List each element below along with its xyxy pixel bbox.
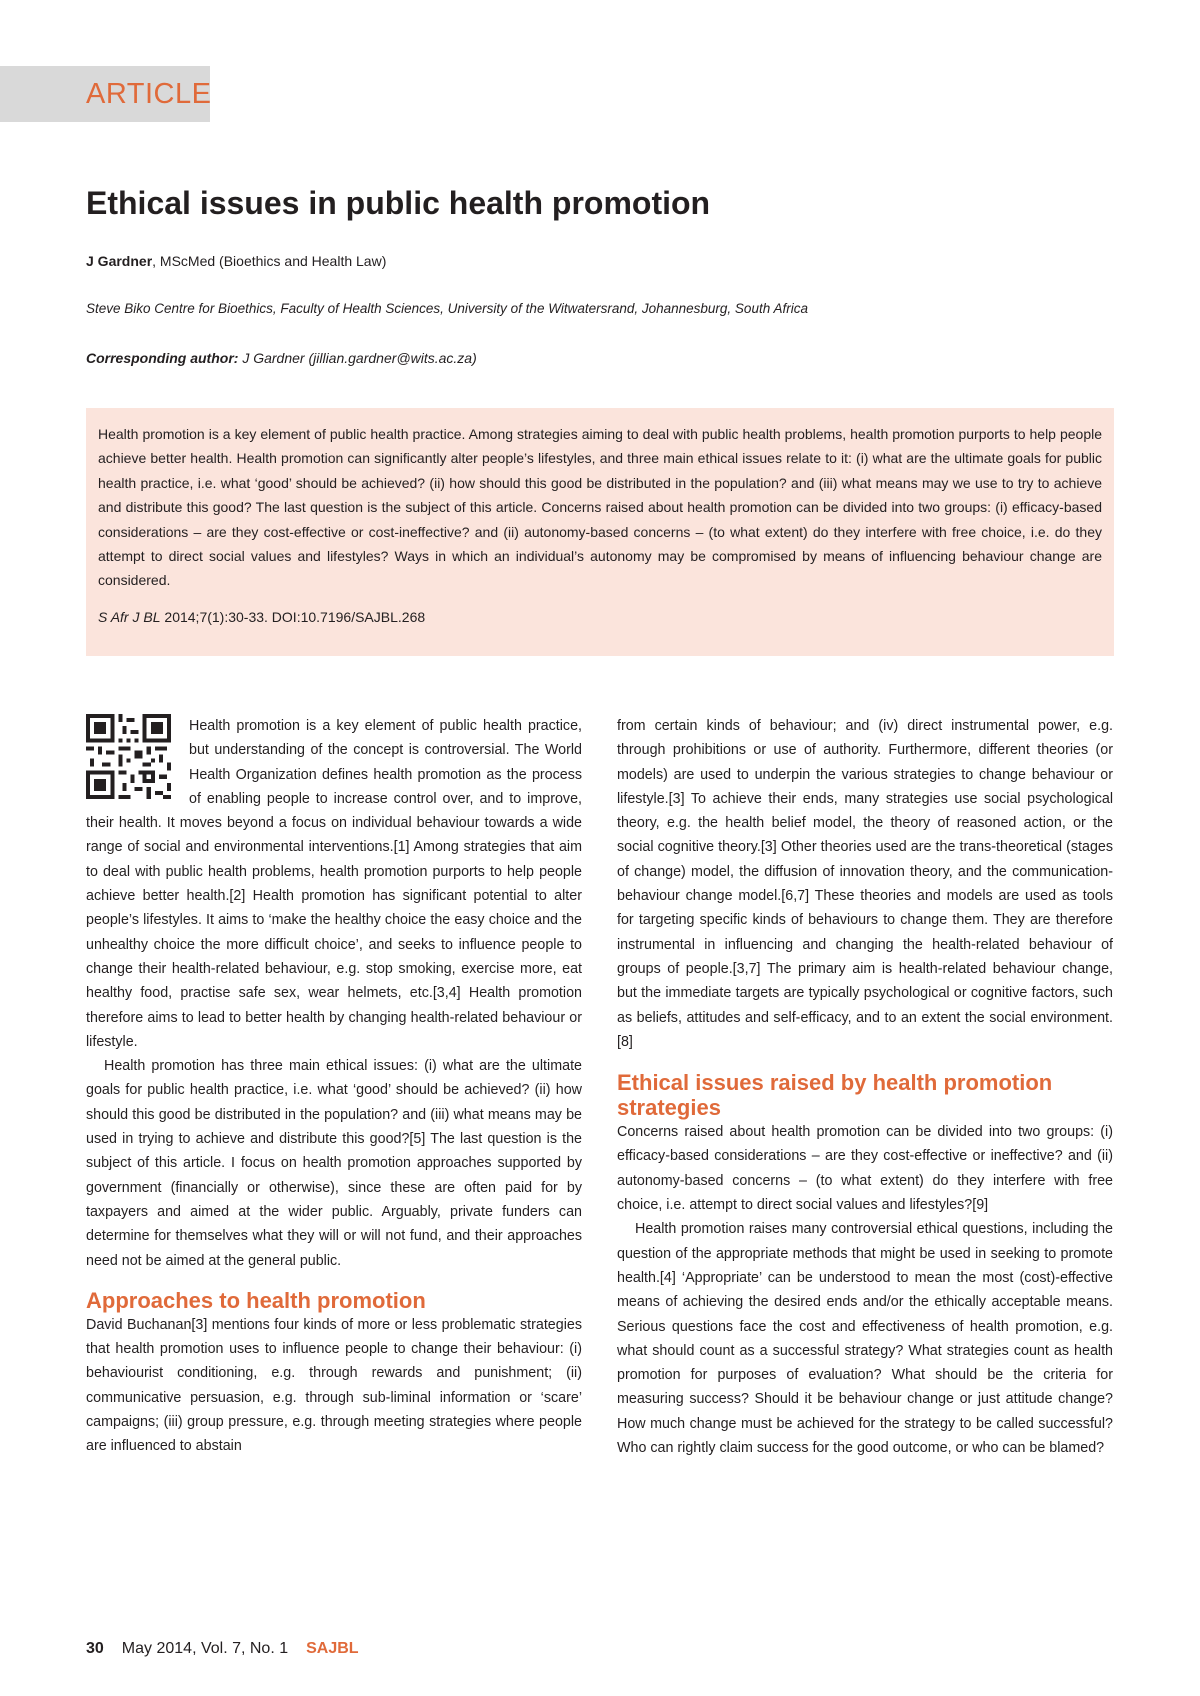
body-paragraph: Health promotion has three main ethical issues: (i) what are the ultimate goals for public health practice, i.e. what ‘good’ should be achieved? (ii) how should this good be distributed in the population? and (iii) what means may be used in trying to achieve and distribute this good?[5] The last question is the subject of this article. I focus on health promotion approaches supported by government (financially or otherwise), since these are often paid for by taxpayers and aimed at the wider public. Arguably, private funders can determine for themselves what they will or will not fund, and their approaches need not be aimed at the general public. (86, 1058, 582, 1269)
journal-name: SAJBL (306, 1640, 359, 1657)
abstract-box (86, 408, 1114, 656)
author-affiliation: Steve Biko Centre for Bioethics, Faculty of Health Sciences, University of the Witwatersrand, Johannesburg, South Africa (86, 301, 808, 316)
body-paragraph: David Buchanan[3] mentions four kinds of more or less problematic strategies that health promotion uses to influence people to change their behaviour: (i) behaviourist conditioning, e.g. through rewards and punishment; (ii) communicative persuasion, e.g. through sub-liminal information or ‘scare’ campaigns; (iii) group pressure, e.g. through meeting strategies where people are influenced to abstain (86, 1316, 582, 1455)
article-section-tab (0, 66, 210, 122)
body-paragraph: from certain kinds of behaviour; and (iv) direct instrumental power, e.g. through prohibitions or use of authority. Furthermore, different theories (or models) are used to underpin the various strategies to change behaviour or lifestyle.[3] To achieve their ends, many strategies use social psychological theory, e.g. the health belief model, the theory of reasoned action, or the social cognitive theory.[3] Other theories used are the trans-theoretical (stages of change) model, the diffusion of innovation theory, and the communication-behaviour change model.[6,7] These theories and models are used as tools for targeting specific kinds of behaviours to change them. They are therefore instrumental in influencing and changing the health-related behaviour of groups of people.[3,7] The primary aim is health-related behaviour change, but the immediate targets are typically psychological or cognitive factors, such as beliefs, attitudes and self-efficacy, and to an extent the social environment.[8] (617, 718, 1113, 1050)
body-paragraph: Health promotion raises many controversial ethical questions, including the question of the appropriate methods that might be used in seeking to promote health.[4] ‘Appropriate’ can be understood to mean the most (cost)-effective means of achieving the desired ends and/or the ethically acceptable means. Serious questions face the cost and effectiveness of health promotion, e.g. what should count as a successful strategy? What strategies count as health promotion for purposes of evaluation? What should be the criteria for measuring success? Should it be behaviour change or just attitude change? How much change must be achieved for the strategy to be called successful? Who can rightly claim success for the good outcome, or who can be blamed? (617, 1221, 1113, 1457)
body-column-right (617, 714, 1113, 1460)
corresponding-label: Corresponding author: (86, 350, 239, 366)
section-label: ARTICLE (86, 78, 212, 110)
citation-details: 2014;7(1):30-33. DOI:10.7196/SAJBL.268 (160, 608, 426, 625)
author-degree: , MScMed (Bioethics and Health Law) (152, 253, 387, 269)
page-number: 30 (86, 1640, 104, 1657)
author-line (86, 253, 386, 269)
qr-code-icon[interactable] (86, 714, 171, 799)
abstract-text: Health promotion is a key element of public health practice. Among strategies aiming to deal with public health problems, health promotion purports to help people achieve better health. Health promotion can significantly alter people’s lifestyles, and three main ethical issues relate to it: (i) what are the ultimate goals for public health practice, i.e. what ‘good’ should be achieved? (ii) how should this good be distributed in the population? and (iii) what means may we use to try to achieve and distribute this good? The last question is the subject of this article. Concerns raised about health promotion can be divided into two groups: (i) efficacy-based considerations – are they cost-effective or cost-ineffective? and (ii) autonomy-based concerns – (to what extent) do they interfere with free choice, i.e. do they attempt to direct social values and lifestyles? Ways in which an individual’s autonomy may be compromised by means of influencing behaviour change are considered. (98, 426, 1102, 589)
article-title: Ethical issues in public health promotion (86, 185, 711, 221)
section-heading-approaches: Approaches to health promotion (86, 1287, 426, 1313)
citation-journal: S Afr J BL (98, 608, 161, 625)
section-heading-ethical-issues: Ethical issues raised by health promotion strategies (617, 1070, 1053, 1121)
corresponding-email[interactable]: J Gardner (jillian.gardner@wits.ac.za) (238, 350, 477, 366)
author-name: J Gardner (86, 253, 153, 269)
issue-info: May 2014, Vol. 7, No. 1 (121, 1640, 289, 1657)
body-paragraph: Health promotion is a key element of public health practice, but understanding of the concept is controversial. The World Health Organization defines health promotion as the process of enabling people to increase control over, and to improve, their health. It moves beyond a focus on individual behaviour towards a wide range of social and environmental interventions.[1] Among strategies that aim to deal with public health problems, health promotion purports to help people achieve better health.[2] Health promotion has significant potential to alter people’s lifestyles. It aims to ‘make the healthy choice the easy choice and the unhealthy choice the more difficult choice’, and seeks to influence people to change their health-related behaviour, e.g. stop smoking, exercise more, eat healthy food, practise safe sex, wear helmets, etc.[3,4] Health promotion therefore aims to lead to better health by changing health-related behaviour or lifestyle. (86, 718, 582, 1050)
abstract-citation (98, 605, 1102, 629)
page-footer (86, 1640, 359, 1658)
body-column-left (86, 714, 582, 1459)
body-paragraph: Concerns raised about health promotion can be divided into two groups: (i) efficacy-based considerations – are they cost-effective or ineffective? and (ii) autonomy-based concerns – (to what extent) do they interfere with free choice, i.e. attempt to direct social values and lifestyles?[9] (617, 1124, 1113, 1214)
corresponding-author (86, 350, 477, 366)
